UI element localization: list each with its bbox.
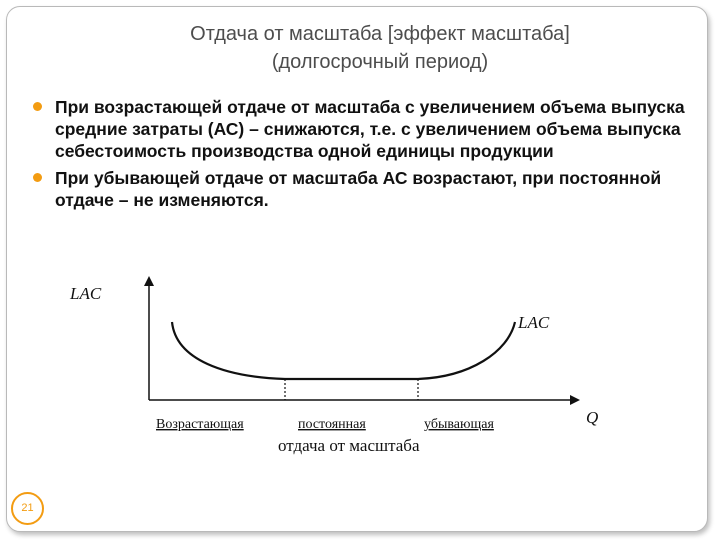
- bullet-icon: [33, 102, 42, 111]
- segment-label-increasing: Возрастающая: [156, 417, 244, 432]
- bullet-text: При возрастающей отдаче от масштаба с увеличением объема выпуска средние затраты (АС) – снижаются, т.е. с увеличением объема выпуска себестоимость производства одной единицы продукции: [55, 97, 685, 161]
- y-axis-label: LAC: [70, 284, 102, 303]
- curve-label: LAC: [518, 313, 550, 332]
- slide-title: [60, 20, 700, 76]
- title-line-1: Отдача от масштаба [эффект масштаба]: [190, 23, 570, 45]
- axis-caption: отдача от масштаба: [278, 436, 420, 455]
- segment-label-constant: постоянная: [298, 417, 366, 432]
- title-line-2: (долгосрочный период): [271, 51, 489, 73]
- bullet-item: [30, 167, 694, 211]
- lac-diagram: [0, 260, 720, 480]
- lac-curve: [172, 322, 515, 379]
- bullet-text: При убывающей отдаче от масштаба АС возрастают, при постоянной отдаче – не изменяются.: [55, 168, 662, 210]
- bullet-item: [30, 96, 694, 162]
- segment-label-decreasing: убывающая: [424, 417, 494, 432]
- bullet-icon: [33, 173, 42, 182]
- page-number-badge: 21: [11, 492, 44, 525]
- x-axis-label: Q: [586, 408, 599, 427]
- bullet-list: [30, 96, 694, 216]
